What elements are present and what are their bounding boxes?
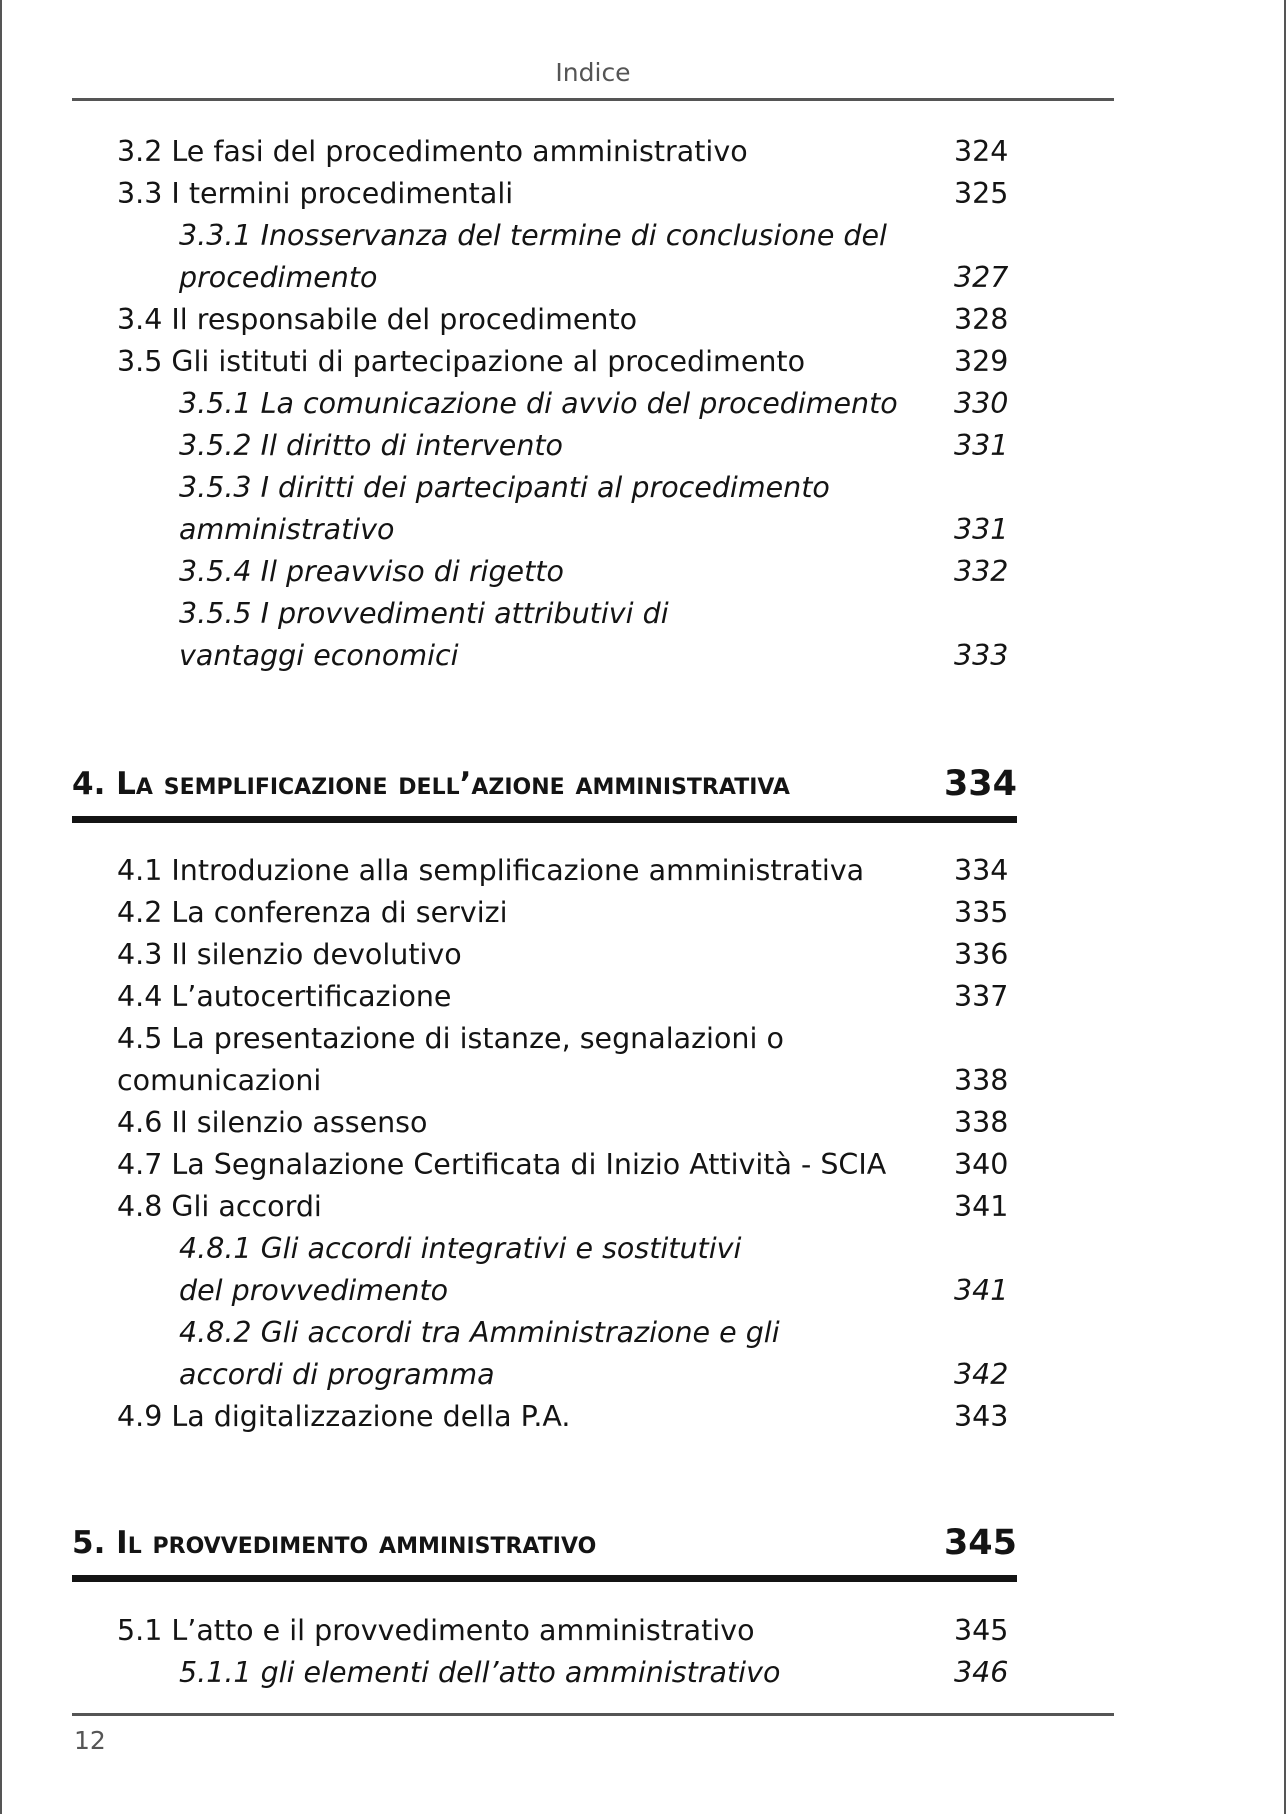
toc-entry-page: 340 xyxy=(954,1148,1009,1181)
toc-entry-title: amministrativo xyxy=(179,513,395,546)
toc-entry-title: 3.5.1 La comunicazione di avvio del procedimento xyxy=(179,387,898,420)
toc-entry-page: 336 xyxy=(954,938,1009,971)
toc-entry-title: 4.8 Gli accordi xyxy=(117,1190,322,1223)
toc-entry-page: 342 xyxy=(954,1358,1009,1391)
toc-entry-title: 4.2 La conferenza di servizi xyxy=(117,896,508,929)
toc-entry-title: procedimento xyxy=(179,261,378,294)
chapter-rule xyxy=(72,816,1017,823)
toc-entry-page: 346 xyxy=(954,1656,1009,1689)
toc-entry-title: 4.8.2 Gli accordi tra Amministrazione e gli xyxy=(179,1316,780,1349)
chapter-title: Il provvedimento amministrativo xyxy=(116,1525,597,1561)
toc-entry-title: vantaggi economici xyxy=(179,639,459,672)
toc-entry-page: 333 xyxy=(954,639,1009,672)
toc-entry-page: 329 xyxy=(954,345,1009,378)
page-number: 12 xyxy=(74,1726,106,1755)
toc-entry-title: 3.5.3 I diritti dei partecipanti al procedimento xyxy=(179,471,830,504)
toc-entry-page: 332 xyxy=(954,555,1009,588)
toc-entry-title: 5.1 L’atto e il provvedimento amministrativo xyxy=(117,1614,755,1647)
toc-entry-page: 341 xyxy=(954,1274,1009,1307)
toc-entry-title: 3.4 Il responsabile del procedimento xyxy=(117,303,638,336)
toc-entry-title: comunicazioni xyxy=(117,1064,322,1097)
footer-rule xyxy=(72,1713,1114,1716)
toc-entry-title: 4.9 La digitalizzazione della P.A. xyxy=(117,1400,571,1433)
chapter-rule xyxy=(72,1575,1017,1582)
toc-entry-page: 325 xyxy=(954,177,1009,210)
toc-entry-page: 338 xyxy=(954,1106,1009,1139)
toc-entry-title: 3.2 Le fasi del procedimento amministrativo xyxy=(117,135,748,168)
toc-entry-title: 4.3 Il silenzio devolutivo xyxy=(117,938,462,971)
toc-entry-title: 4.5 La presentazione di istanze, segnalazioni o xyxy=(117,1022,784,1055)
toc-entry-page: 328 xyxy=(954,303,1009,336)
toc-entry-title: 4.1 Introduzione alla semplificazione amministrativa xyxy=(117,854,865,887)
toc-entry-title: 3.5.5 I provvedimenti attributivi di xyxy=(179,597,669,630)
toc-entry-page: 331 xyxy=(954,513,1009,546)
toc-entry-title: accordi di programma xyxy=(179,1358,495,1391)
toc-entry-title: 4.4 L’autocertificazione xyxy=(117,980,452,1013)
toc-entry-title: 3.5.2 Il diritto di intervento xyxy=(179,429,563,462)
toc-entry-page: 327 xyxy=(954,261,1009,294)
toc-entry-title: 5.1.1 gli elementi dell’atto amministrativo xyxy=(179,1656,781,1689)
toc-entry-title: 4.6 Il silenzio assenso xyxy=(117,1106,428,1139)
toc-entry-page: 337 xyxy=(954,980,1009,1013)
running-header: Indice xyxy=(555,58,631,87)
chapter-number: 4. xyxy=(72,766,106,802)
chapter-number: 5. xyxy=(72,1525,106,1561)
toc-entry-page: 334 xyxy=(954,854,1009,887)
toc-entry-page: 331 xyxy=(954,429,1009,462)
header-rule xyxy=(72,98,1114,101)
toc-entry-title: 4.7 La Segnalazione Certificata di Inizio Attività - SCIA xyxy=(117,1148,887,1181)
chapter-page: 345 xyxy=(943,1523,1017,1563)
toc-entry-page: 335 xyxy=(954,896,1009,929)
toc-entry-page: 341 xyxy=(954,1190,1009,1223)
toc-entry-title: 4.8.1 Gli accordi integrativi e sostitutivi xyxy=(179,1232,742,1265)
toc-entry-title: del provvedimento xyxy=(179,1274,449,1307)
toc-entry-title: 3.3.1 Inosservanza del termine di conclusione del xyxy=(179,219,887,252)
toc-entry-title: 3.5 Gli istituti di partecipazione al procedimento xyxy=(117,345,806,378)
chapter-title: La semplificazione dell’azione amministrativa xyxy=(116,766,790,802)
toc-entry-page: 345 xyxy=(954,1614,1009,1647)
toc-entry-title: 3.5.4 Il preavviso di rigetto xyxy=(179,555,564,588)
toc-entry-page: 324 xyxy=(954,135,1009,168)
toc-entry-page: 343 xyxy=(954,1400,1009,1433)
chapter-page: 334 xyxy=(943,764,1017,804)
toc-entry-title: 3.3 I termini procedimentali xyxy=(117,177,514,210)
toc-entry-page: 338 xyxy=(954,1064,1009,1097)
toc-entry-page: 330 xyxy=(954,387,1009,420)
